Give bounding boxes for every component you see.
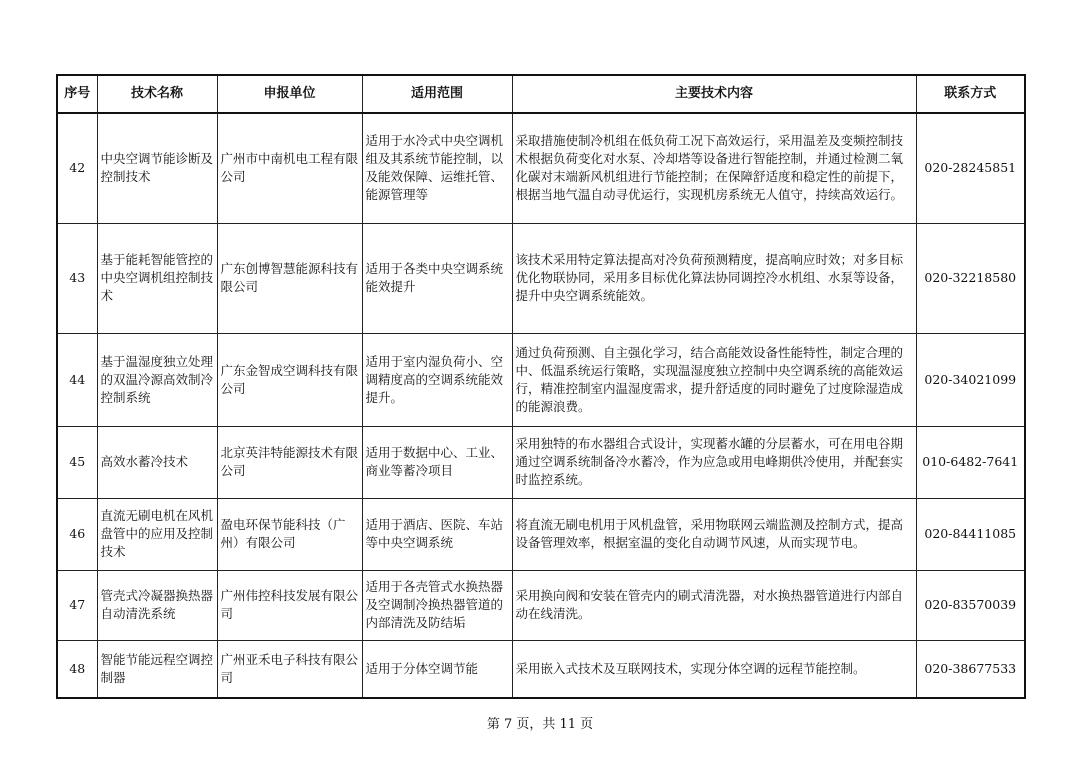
- cell-content: 采用嵌入式技术及互联网技术，实现分体空调的远程节能控制。: [512, 640, 916, 698]
- cell-unit: 广州亚禾电子科技有限公司: [217, 640, 362, 698]
- cell-contact: 020-84411085: [916, 498, 1025, 570]
- cell-no: 48: [57, 640, 97, 698]
- cell-no: 45: [57, 426, 97, 498]
- cell-name: 中央空调节能诊断及控制技术: [97, 113, 217, 223]
- cell-contact: 020-38677533: [916, 640, 1025, 698]
- cell-unit: 盈电环保节能科技（广州）有限公司: [217, 498, 362, 570]
- header-scope: 适用范围: [362, 75, 512, 113]
- table-row: [57, 223, 1025, 333]
- cell-name: 基于温湿度独立处理的双温冷源高效制冷控制系统: [97, 333, 217, 426]
- page-footer: 第 7 页，共 11 页: [486, 717, 594, 732]
- cell-unit: 广州伟控科技发展有限公司: [217, 570, 362, 640]
- header-contact: 联系方式: [916, 75, 1025, 113]
- cell-name: 管壳式冷凝器换热器自动清洗系统: [97, 570, 217, 640]
- table-header-row: [57, 75, 1025, 113]
- cell-contact: 010-6482-7641: [916, 426, 1025, 498]
- table-row: [57, 498, 1025, 570]
- cell-content: 采用独特的布水器组合式设计，实现蓄水罐的分层蓄水，可在用电谷期通过空调系统制备冷水蓄冷，作为应急或用电峰期供冷使用，并配套实时监控系统。: [512, 426, 916, 498]
- cell-name: 基于能耗智能管控的中央空调机组控制技术: [97, 223, 217, 333]
- cell-contact: 020-34021099: [916, 333, 1025, 426]
- table-row: [57, 570, 1025, 640]
- header-content: 主要技术内容: [512, 75, 916, 113]
- cell-scope: 适用于各类中央空调系统能效提升: [362, 223, 512, 333]
- cell-content: 采取措施使制冷机组在低负荷工况下高效运行，采用温差及变频控制技术根据负荷变化对水泵、冷却塔等设备进行智能控制，并通过检测二氧化碳对末端新风机组进行节能控制；在保障舒适度和稳定性的前提下，根据当地气温自动寻优运行，实现机房系统无人值守，持续高效运行。: [512, 113, 916, 223]
- table-row: [57, 640, 1025, 698]
- header-unit: 申报单位: [217, 75, 362, 113]
- cell-unit: 广东创博智慧能源科技有限公司: [217, 223, 362, 333]
- cell-scope: 适用于水冷式中央空调机组及其系统节能控制，以及能效保障、运维托管、能源管理等: [362, 113, 512, 223]
- cell-scope: 适用于数据中心、工业、商业等蓄冷项目: [362, 426, 512, 498]
- cell-scope: 适用于酒店、医院、车站等中央空调系统: [362, 498, 512, 570]
- cell-content: 将直流无刷电机用于风机盘管，采用物联网云端监测及控制方式，提高设备管理效率，根据室温的变化自动调节风速，从而实现节电。: [512, 498, 916, 570]
- cell-no: 43: [57, 223, 97, 333]
- table-row: [57, 113, 1025, 223]
- cell-contact: 020-32218580: [916, 223, 1025, 333]
- header-name: 技术名称: [97, 75, 217, 113]
- table-row: [57, 333, 1025, 426]
- cell-unit: 北京英沣特能源技术有限公司: [217, 426, 362, 498]
- cell-content: 通过负荷预测、自主强化学习，结合高能效设备性能特性，制定合理的中、低温系统运行策略，实现温湿度独立控制中央空调系统的高能效运行，精准控制室内温湿度需求，提升舒适度的同时避免了过度除湿造成的能源浪费。: [512, 333, 916, 426]
- cell-name: 直流无刷电机在风机盘管中的应用及控制技术: [97, 498, 217, 570]
- cell-scope: 适用于分体空调节能: [362, 640, 512, 698]
- cell-unit: 广州市中南机电工程有限公司: [217, 113, 362, 223]
- cell-contact: 020-83570039: [916, 570, 1025, 640]
- cell-unit: 广东金智成空调科技有限公司: [217, 333, 362, 426]
- cell-no: 46: [57, 498, 97, 570]
- cell-content: 采用换向阀和安装在管壳内的刷式清洗器，对水换热器管道进行内部自动在线清洗。: [512, 570, 916, 640]
- cell-no: 44: [57, 333, 97, 426]
- cell-no: 47: [57, 570, 97, 640]
- technology-table: [56, 74, 1026, 699]
- cell-scope: 适用于各壳管式水换热器及空调制冷换热器管道的内部清洗及防结垢: [362, 570, 512, 640]
- cell-content: 该技术采用特定算法提高对冷负荷预测精度，提高响应时效；对多目标优化物联协同，采用多目标优化算法协同调控冷水机组、水泵等设备，提升中央空调系统能效。: [512, 223, 916, 333]
- cell-name: 智能节能远程空调控制器: [97, 640, 217, 698]
- cell-name: 高效水蓄冷技术: [97, 426, 217, 498]
- cell-scope: 适用于室内湿负荷小、空调精度高的空调系统能效提升。: [362, 333, 512, 426]
- cell-contact: 020-28245851: [916, 113, 1025, 223]
- table-row: [57, 426, 1025, 498]
- cell-no: 42: [57, 113, 97, 223]
- header-no: 序号: [57, 75, 97, 113]
